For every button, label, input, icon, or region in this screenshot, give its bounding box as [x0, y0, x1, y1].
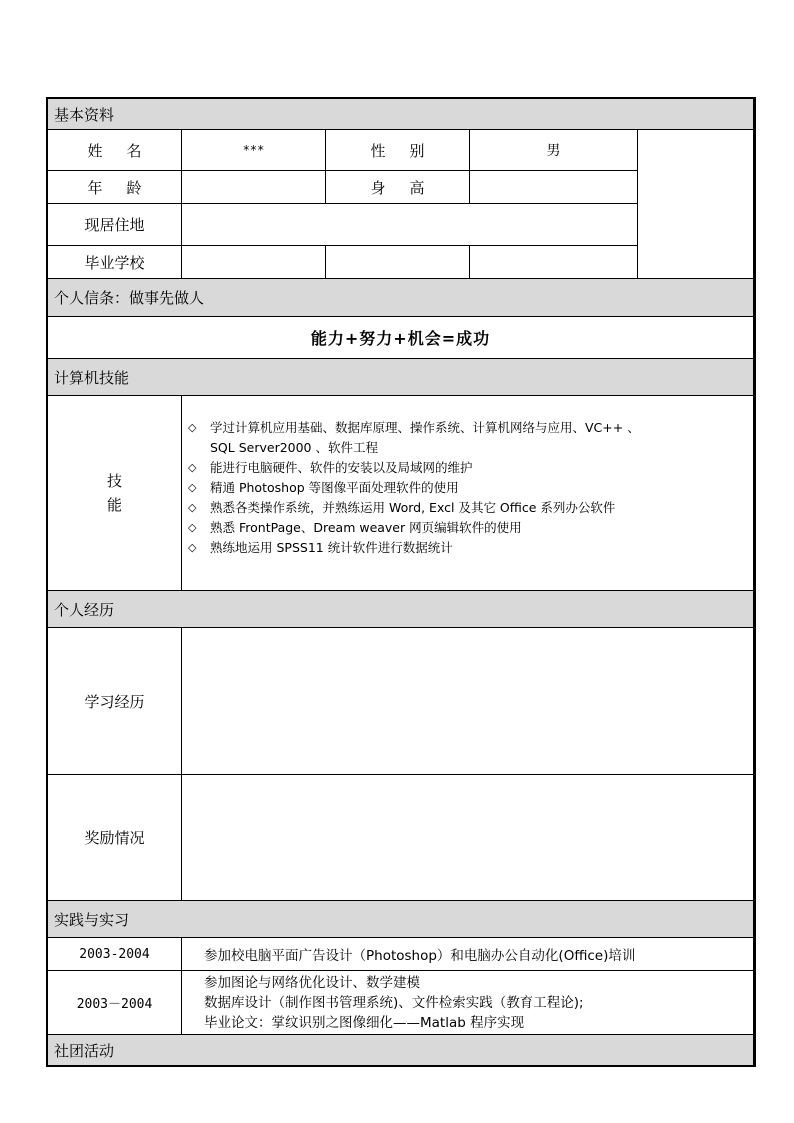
diamond-bullet-icon: ◇: [188, 521, 197, 534]
skill-item: ◇ 精通 Photoshop 等图像平面处理软件的使用: [188, 478, 753, 498]
name-label: 姓名: [48, 130, 182, 171]
school-value-1: [182, 246, 326, 279]
skills-label-char-1: 技: [106, 472, 122, 490]
height-value: [470, 171, 638, 204]
motto-text: 能力+努力+机会=成功: [48, 317, 754, 359]
skills-list: [182, 396, 754, 591]
school-value-2: [326, 246, 470, 279]
skill-item-continuation: SQL Server2000 、软件工程: [210, 440, 378, 455]
school-label: 毕业学校: [48, 246, 182, 279]
section-header-computer: 计算机技能: [48, 359, 754, 396]
age-label: 年龄: [48, 171, 182, 204]
address-value: [182, 204, 638, 246]
practice-year: 2003－2004: [48, 971, 182, 1035]
skills-label-char-2: 能: [106, 496, 122, 514]
section-header-basic: 基本资料: [48, 99, 754, 130]
skill-item: ◇ 能进行电脑硬件、软件的安装以及局域网的维护: [188, 458, 753, 478]
section-header-experience: 个人经历: [48, 591, 754, 628]
diamond-bullet-icon: ◇: [188, 461, 197, 474]
study-content: [182, 628, 754, 775]
practice-year: 2003-2004: [48, 938, 182, 971]
practice-description: 参加校电脑平面广告设计（Photoshop）和电脑办公自动化(Office)培训: [182, 938, 754, 971]
practice-line: 毕业论文：掌纹识别之图像细化——Matlab 程序实现: [204, 1015, 525, 1031]
resume-table: [46, 97, 756, 1067]
skill-item: ◇ 熟悉 FrontPage、Dream weaver 网页编辑软件的使用: [188, 518, 753, 538]
diamond-bullet-icon: ◇: [188, 421, 197, 434]
section-header-motto: 个人信条：做事先做人: [48, 279, 754, 317]
age-value: [182, 171, 326, 204]
diamond-bullet-icon: ◇: [188, 541, 197, 554]
photo-box: [638, 130, 754, 279]
skill-item: ◇ 熟悉各类操作系统，并熟练运用 Word, Excl 及其它 Office 系列办公软件: [188, 498, 753, 518]
skills-label: [48, 396, 182, 591]
practice-line: 数据库设计（制作图书管理系统)、文件检索实践（教育工程论);: [204, 995, 584, 1011]
gender-label: 性别: [326, 130, 470, 171]
skill-item: ◇ 学过计算机应用基础、数据库原理、操作系统、计算机网络与应用、VC++ 、: [188, 418, 753, 438]
award-label: 奖励情况: [48, 775, 182, 901]
gender-value: 男: [470, 130, 638, 171]
name-value: ***: [182, 130, 326, 171]
school-value-3: [470, 246, 638, 279]
diamond-bullet-icon: ◇: [188, 501, 197, 514]
practice-description: [182, 971, 754, 1035]
diamond-bullet-icon: ◇: [188, 481, 197, 494]
study-label: 学习经历: [48, 628, 182, 775]
skill-item: ◇ 熟练地运用 SPSS11 统计软件进行数据统计: [188, 538, 753, 558]
section-header-practice: 实践与实习: [48, 901, 754, 938]
award-content: [182, 775, 754, 901]
section-header-club: 社团活动: [48, 1035, 754, 1065]
address-label: 现居住地: [48, 204, 182, 246]
practice-line: 参加图论与网络优化设计、数学建模: [204, 975, 420, 991]
height-label: 身高: [326, 171, 470, 204]
